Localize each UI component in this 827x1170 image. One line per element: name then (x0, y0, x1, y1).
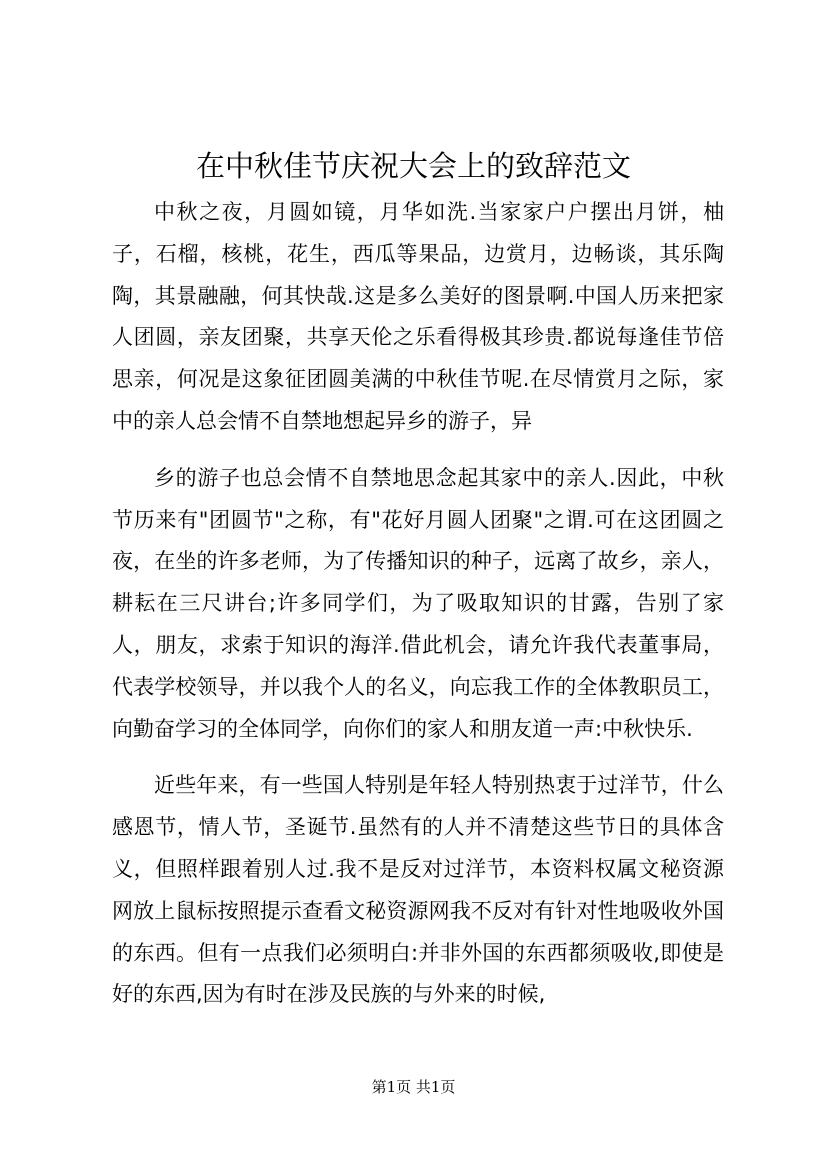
paragraph: 近些年来，有一些国人特别是年轻人特别热衷于过洋节，什么感恩节，情人节，圣诞节.虽然有的人并不清楚这些节日的具体含义，但照样跟着别人过.我不是反对过洋节，本资料权属文秘资源网放上鼠标按照提示查看文秘资源网我不反对有针对性地吸收外国的东西。但有一点我们必须明白:并非外国的东西都须吸收,即使是好的东西,因为有时在涉及民族的与外来的时候, (112, 773, 724, 1007)
page-footer: 第1页 共1页 (371, 1078, 456, 1096)
document-body (112, 192, 724, 1016)
document-title: 在中秋佳节庆祝大会上的致辞范文 (195, 149, 631, 183)
paragraph: 中秋之夜，月圆如镜，月华如洗.当家家户户摆出月饼，柚子，石榴，核桃，花生，西瓜等果品，边赏月，边畅谈，其乐陶陶，其景融融，何其快哉.这是多么美好的图景啊.中国人历来把家人团圆，亲友团聚，共享天伦之乐看得极其珍贵.都说每逢佳节倍思亲，何况是这象征团圆美满的中秋佳节呢.在尽情赏月之际，家中的亲人总会情不自禁地想起异乡的游子，异 (112, 200, 724, 433)
paragraph: 乡的游子也总会情不自禁地思念起其家中的亲人.因此，中秋节历来有"团圆节"之称，有"花好月圆人团聚"之谓.可在这团圆之夜，在坐的许多老师，为了传播知识的种子，远离了故乡，亲人，耕耘在三尺讲台;许多同学们，为了吸取知识的甘露，告别了家人，朋友，求索于知识的海洋.借此机会，请允许我代表董事局，代表学校领导，并以我个人的名义，向忘我工作的全体教职员工，向勤奋学习的全体同学，向你们的家人和朋友道一声:中秋快乐. (112, 465, 724, 741)
